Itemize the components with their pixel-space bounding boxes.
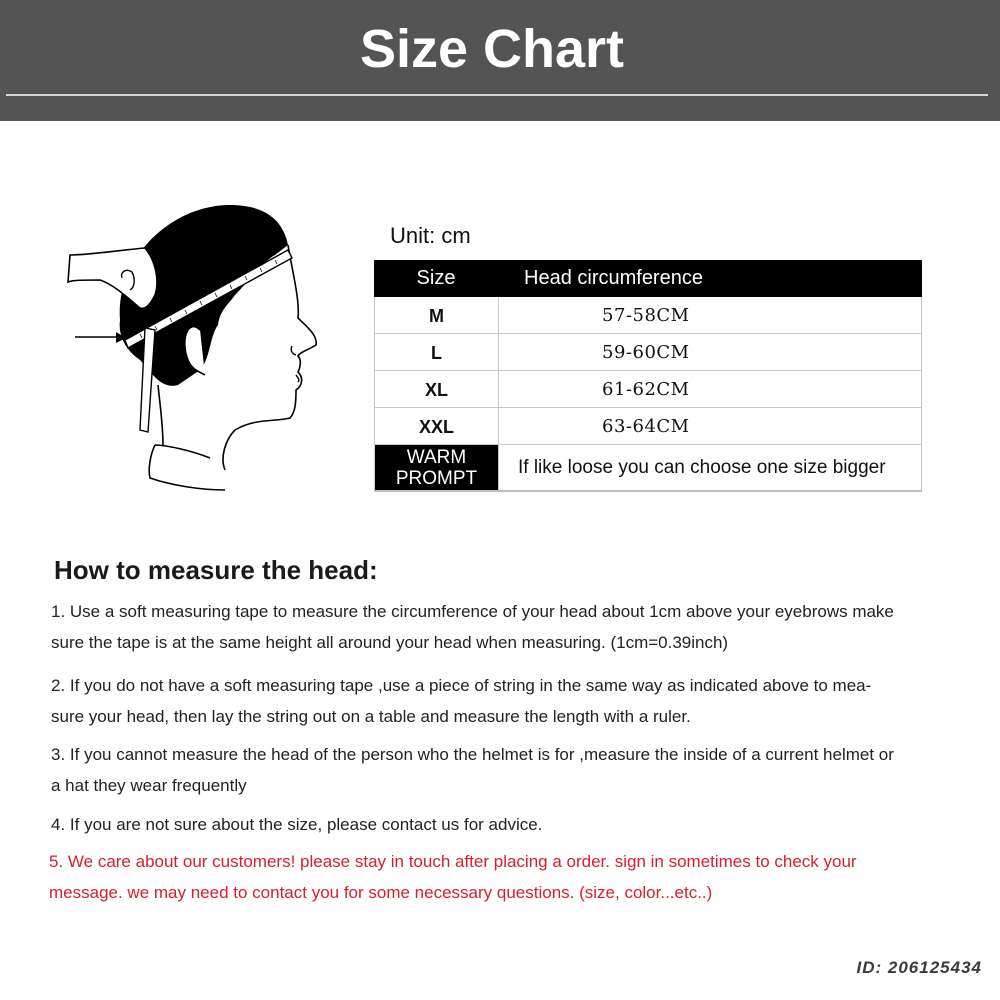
instruction-step-1: [51, 596, 971, 658]
column-header-size: Size: [416, 267, 456, 289]
size-cell: M: [375, 297, 499, 333]
unit-label: Unit: cm: [390, 223, 471, 248]
column-header-circumference: Head circumference: [524, 267, 703, 289]
step-line: sure your head, then lay the string out on a table and measure the length with a ruler.: [51, 707, 691, 726]
step-line: a hat they wear frequently: [51, 776, 247, 795]
circumference-cell: 61-62CM: [602, 378, 690, 400]
step-line: sure the tape is at the same height all around your head when measuring. (1cm=0.39inch): [51, 633, 729, 652]
instruction-step-5: [49, 846, 969, 908]
warm-prompt-label-line2: PROMPT: [395, 467, 478, 489]
product-id: ID: 206125434: [856, 958, 982, 977]
page-title: Size Chart: [359, 19, 625, 79]
instruction-step-2: [51, 670, 971, 732]
warm-prompt-row: [374, 445, 922, 492]
instruction-step-4: [51, 809, 971, 840]
size-cell: XXL: [375, 408, 499, 444]
table-row: [374, 371, 922, 408]
instruction-step-3: [51, 739, 971, 801]
circumference-cell: 57-58CM: [602, 304, 690, 326]
head-with-measuring-tape-icon: [60, 200, 340, 500]
warm-prompt-text: If like loose you can choose one size bigger: [518, 456, 886, 478]
step-line: 4. If you are not sure about the size, please contact us for advice.: [51, 815, 543, 834]
step-line: 1. Use a soft measuring tape to measure the circumference of your head about 1cm above your eyebrows make: [51, 602, 894, 621]
step-line: 3. If you cannot measure the head of the person who the helmet is for ,measure the inside of a current helmet or: [51, 745, 894, 764]
table-row: [374, 408, 922, 445]
size-table-header: [374, 260, 922, 297]
step-line: message. we may need to contact you for some necessary questions. (size, color...etc..): [49, 883, 713, 902]
table-row: [374, 334, 922, 371]
header-divider: [6, 94, 988, 96]
circumference-cell: 63-64CM: [602, 415, 690, 437]
size-table: [374, 260, 922, 492]
step-line: 5. We care about our customers! please stay in touch after placing a order. sign in sometimes to check your: [49, 852, 857, 871]
size-cell: L: [375, 334, 499, 370]
circumference-cell: 59-60CM: [602, 341, 690, 363]
table-row: [374, 297, 922, 334]
instructions-title: How to measure the head:: [54, 555, 378, 585]
head-measuring-illustration: [60, 200, 340, 500]
warm-prompt-label: [375, 445, 499, 490]
size-cell: XL: [375, 371, 499, 407]
header-banner: [0, 0, 1000, 121]
step-line: 2. If you do not have a soft measuring tape ,use a piece of string in the same way as indicated above to mea-: [51, 676, 872, 695]
warm-prompt-label-line1: WARM: [406, 446, 467, 468]
